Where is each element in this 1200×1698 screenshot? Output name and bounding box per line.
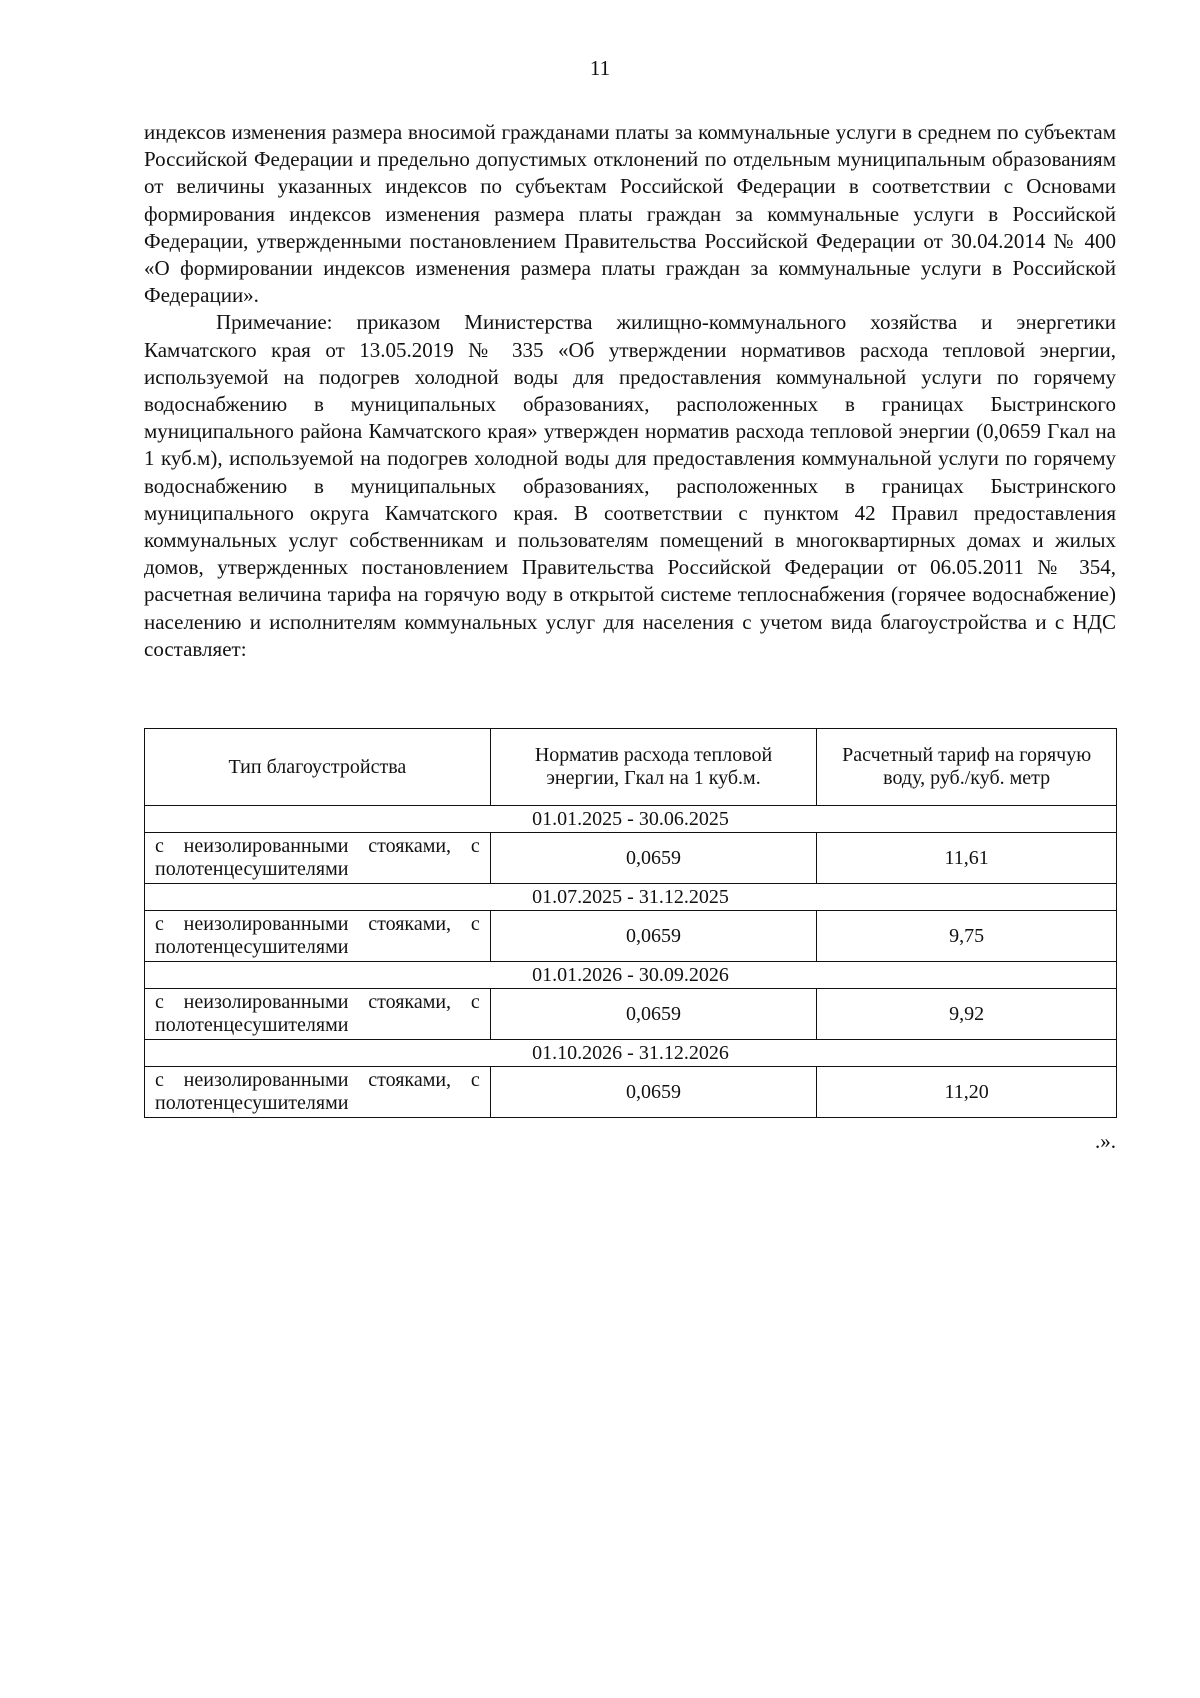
paragraph-note: Примечание: приказом Министерства жилищно-коммунального хозяйства и энергетики Камчатского края от 13.05.2019 № 335 «Об утверждении нормативов расхода тепловой энергии, используемой на подогрев холодной воды для предоставления коммунальной услуги по горячему водоснабжению в муниципальных образованиях, расположенных в границах Быстринского муниципального района Камчатского края» утвержден норматив расхода тепловой энергии (0,0659 Гкал на 1 куб.м), используемой на подогрев холодной воды для предоставления коммунальной услуги по горячему водоснабжению в муниципальных образованиях, расположенных в границах Быстринского муниципального округа Камчатского края. В соответствии с пунктом 42 Правил предоставления коммунальных услуг собственникам и пользователям помещений в многоквартирных домах и жилых домов, утвержденных постановлением Правительства Российской Федерации от 06.05.2011 № 354, расчетная величина тарифа на горячую воду в открытой системе теплоснабжения (горячее водоснабжение) населению и исполнителям коммунальных услуг для населения с учетом вида благоустройства и с НДС составляет: bbox=[144, 310, 1116, 661]
cell-tariff: 9,92 bbox=[817, 989, 1117, 1040]
cell-norm: 0,0659 bbox=[490, 911, 817, 962]
header-norm: Норматив расхода тепловой энергии, Гкал на 1 куб.м. bbox=[490, 729, 817, 806]
table-header-row bbox=[145, 729, 1117, 806]
page-number: 11 bbox=[589, 56, 611, 80]
table-row bbox=[145, 1067, 1117, 1118]
cell-norm: 0,0659 bbox=[490, 989, 817, 1040]
header-tariff: Расчетный тариф на горячую воду, руб./куб. метр bbox=[817, 729, 1117, 806]
tariff-table bbox=[144, 728, 1117, 1118]
closing-quote: .». bbox=[1095, 1129, 1116, 1153]
cell-type: с неизолированными стояками, с полотенцесушителями bbox=[145, 911, 491, 962]
cell-norm: 0,0659 bbox=[490, 833, 817, 884]
period-row bbox=[145, 884, 1117, 911]
period-row bbox=[145, 806, 1117, 833]
body-text bbox=[144, 119, 1116, 663]
cell-tariff: 11,61 bbox=[817, 833, 1117, 884]
period-label: 01.10.2026 - 31.12.2026 bbox=[145, 1040, 1117, 1067]
period-label: 01.07.2025 - 31.12.2025 bbox=[145, 884, 1117, 911]
table-row bbox=[145, 833, 1117, 884]
cell-tariff: 11,20 bbox=[817, 1067, 1117, 1118]
period-label: 01.01.2026 - 30.09.2026 bbox=[145, 962, 1117, 989]
cell-type: с неизолированными стояками, с полотенцесушителями bbox=[145, 1067, 491, 1118]
cell-type: с неизолированными стояками, с полотенцесушителями bbox=[145, 833, 491, 884]
table-row bbox=[145, 911, 1117, 962]
period-row bbox=[145, 1040, 1117, 1067]
period-row bbox=[145, 962, 1117, 989]
cell-type: с неизолированными стояками, с полотенцесушителями bbox=[145, 989, 491, 1040]
table-row bbox=[145, 989, 1117, 1040]
period-label: 01.01.2025 - 30.06.2025 bbox=[145, 806, 1117, 833]
cell-tariff: 9,75 bbox=[817, 911, 1117, 962]
header-type: Тип благоустройства bbox=[145, 729, 491, 806]
cell-norm: 0,0659 bbox=[490, 1067, 817, 1118]
paragraph-continuation: индексов изменения размера вносимой гражданами платы за коммунальные услуги в среднем по субъектам Российской Федерации и предельно допустимых отклонений по отдельным муниципальным образованиям от величины указанных индексов по субъектам Российской Федерации в соответствии с Основами формирования индексов изменения размера платы граждан за коммунальные услуги в Российской Федерации, утвержденными постановлением Правительства Российской Федерации от 30.04.2014 № 400 «О формировании индексов изменения размера платы граждан за коммунальные услуги в Российской Федерации». bbox=[144, 120, 1116, 308]
